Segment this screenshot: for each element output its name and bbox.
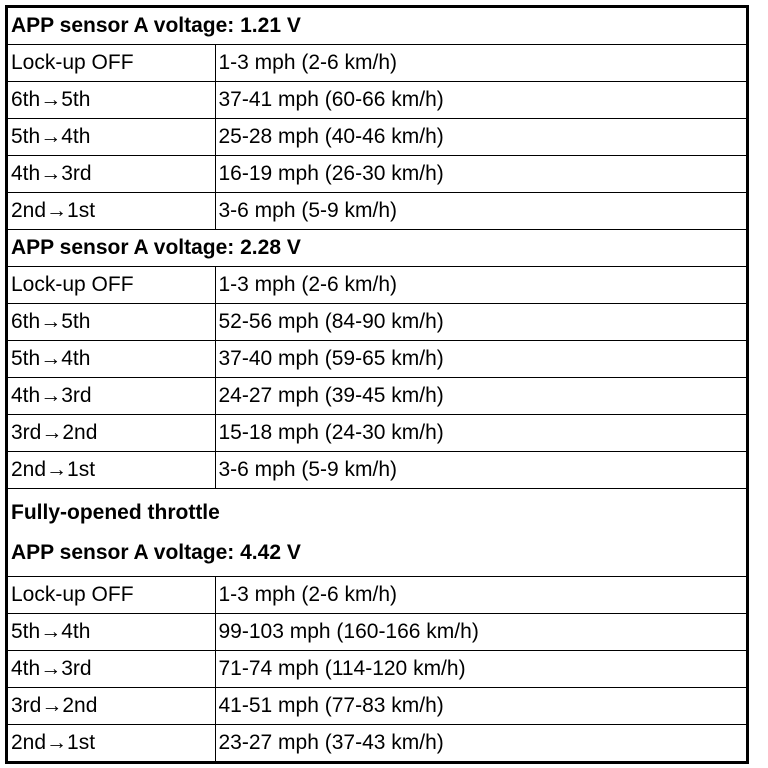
section-heading-row [8, 230, 746, 267]
shift-cell: 4th→3rd [8, 651, 215, 688]
table-row [8, 378, 746, 415]
table-row [8, 82, 746, 119]
speed-cell: 3-6 mph (5-9 km/h) [215, 193, 746, 230]
section-heading-line: APP sensor A voltage: 4.42 V [11, 540, 301, 564]
table-row [8, 614, 746, 651]
section-heading-row [8, 489, 746, 577]
table-row [8, 577, 746, 614]
shift-speed-table [8, 8, 746, 761]
section-heading [8, 489, 746, 577]
table-row [8, 304, 746, 341]
shift-cell: Lock-up OFF [8, 577, 215, 614]
speed-cell: 52-56 mph (84-90 km/h) [215, 304, 746, 341]
shift-cell: Lock-up OFF [8, 267, 215, 304]
speed-cell: 37-41 mph (60-66 km/h) [215, 82, 746, 119]
section-heading: APP sensor A voltage: 1.21 V [8, 8, 746, 45]
table-row [8, 156, 746, 193]
heading-spacer [11, 526, 746, 540]
speed-cell: 1-3 mph (2-6 km/h) [215, 267, 746, 304]
table-row [8, 651, 746, 688]
shift-cell: 5th→4th [8, 341, 215, 378]
speed-cell: 37-40 mph (59-65 km/h) [215, 341, 746, 378]
table-row [8, 452, 746, 489]
shift-cell: 6th→5th [8, 304, 215, 341]
shift-speed-document [5, 5, 749, 764]
speed-cell: 25-28 mph (40-46 km/h) [215, 119, 746, 156]
table-row [8, 193, 746, 230]
speed-cell: 1-3 mph (2-6 km/h) [215, 45, 746, 82]
speed-cell: 1-3 mph (2-6 km/h) [215, 577, 746, 614]
table-row [8, 267, 746, 304]
speed-cell: 41-51 mph (77-83 km/h) [215, 688, 746, 725]
shift-cell: 2nd→1st [8, 452, 215, 489]
speed-cell: 71-74 mph (114-120 km/h) [215, 651, 746, 688]
table-row [8, 45, 746, 82]
table-row [8, 688, 746, 725]
shift-cell: 3rd→2nd [8, 415, 215, 452]
shift-cell: Lock-up OFF [8, 45, 215, 82]
speed-cell: 23-27 mph (37-43 km/h) [215, 725, 746, 762]
shift-cell: 6th→5th [8, 82, 215, 119]
section-heading: APP sensor A voltage: 2.28 V [8, 230, 746, 267]
shift-cell: 2nd→1st [8, 193, 215, 230]
shift-cell: 5th→4th [8, 614, 215, 651]
section-heading-line: Fully-opened throttle [11, 500, 220, 524]
table-body [8, 8, 746, 761]
table-row [8, 119, 746, 156]
shift-cell: 2nd→1st [8, 725, 215, 762]
table-row [8, 725, 746, 762]
shift-cell: 4th→3rd [8, 378, 215, 415]
speed-cell: 16-19 mph (26-30 km/h) [215, 156, 746, 193]
section-heading-row [8, 8, 746, 45]
speed-cell: 24-27 mph (39-45 km/h) [215, 378, 746, 415]
speed-cell: 15-18 mph (24-30 km/h) [215, 415, 746, 452]
table-row [8, 341, 746, 378]
shift-cell: 3rd→2nd [8, 688, 215, 725]
table-row [8, 415, 746, 452]
speed-cell: 99-103 mph (160-166 km/h) [215, 614, 746, 651]
shift-cell: 5th→4th [8, 119, 215, 156]
speed-cell: 3-6 mph (5-9 km/h) [215, 452, 746, 489]
shift-cell: 4th→3rd [8, 156, 215, 193]
